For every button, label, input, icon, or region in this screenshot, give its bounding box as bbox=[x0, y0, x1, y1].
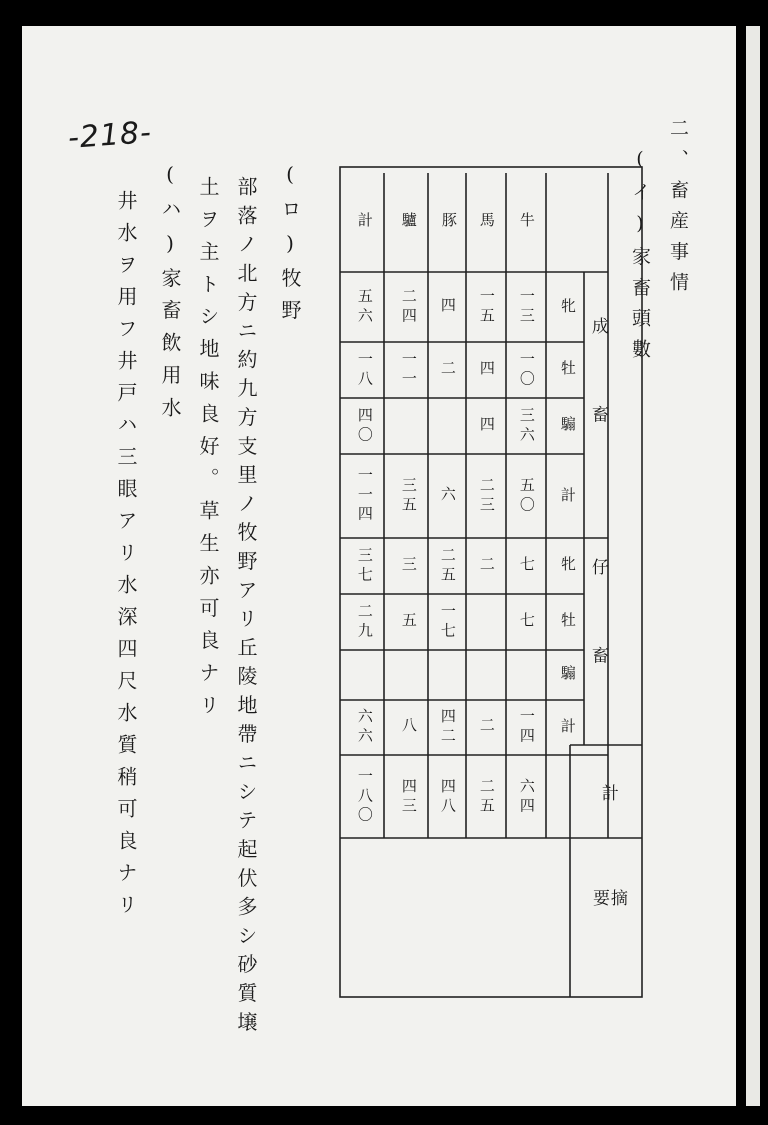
cell-horse-adult-male: 四 bbox=[477, 360, 496, 380]
page-number: -218- bbox=[66, 115, 154, 156]
subsection-drinking-water: (ハ)家畜飲用水 bbox=[158, 162, 182, 430]
cell-pig-young-sum: 四二 bbox=[438, 707, 457, 747]
cell-pig-grand: 四八 bbox=[438, 777, 457, 817]
cell-donkey-young-male: 五 bbox=[399, 612, 418, 632]
sub-header-female-young: 牝 bbox=[558, 556, 577, 576]
row-label-pig: 豚 bbox=[439, 212, 458, 232]
sub-header-female-adult: 牝 bbox=[558, 298, 577, 318]
cell-horse-grand: 二五 bbox=[477, 777, 496, 817]
cell-cattle-grand: 六四 bbox=[517, 777, 536, 817]
cell-donkey-young-female: 三 bbox=[399, 556, 418, 576]
cell-total-adult-female: 五六 bbox=[355, 287, 374, 327]
cell-cattle-adult-female: 一三 bbox=[517, 287, 536, 327]
cell-cattle-young-sum: 一四 bbox=[517, 707, 536, 747]
header-remarks: 摘要 bbox=[589, 889, 627, 961]
cell-donkey-adult-sum: 三五 bbox=[399, 476, 418, 516]
cell-total-young-sum: 六六 bbox=[355, 707, 374, 747]
subsection-livestock-count: (イ)家畜頭數 bbox=[629, 148, 651, 370]
cell-pig-adult-male: 二 bbox=[438, 360, 457, 380]
header-grand-total: 計 bbox=[597, 784, 618, 806]
cell-total-young-female: 三七 bbox=[355, 546, 374, 586]
sub-header-sum-adult: 計 bbox=[558, 487, 577, 507]
cell-total-adult-gelding: 四〇 bbox=[355, 406, 374, 446]
cell-cattle-adult-sum: 五〇 bbox=[517, 476, 536, 516]
cell-donkey-adult-male: 一一 bbox=[399, 350, 418, 390]
cell-total-adult-male: 一八 bbox=[355, 350, 374, 390]
subsection-pasture: (ロ)牧野 bbox=[278, 162, 302, 332]
cell-pig-adult-female: 四 bbox=[438, 297, 457, 317]
cell-horse-adult-sum: 二三 bbox=[477, 476, 496, 516]
row-label-horse: 馬 bbox=[477, 212, 496, 232]
row-label-total: 計 bbox=[355, 212, 374, 232]
cell-horse-young-female: 二 bbox=[477, 556, 496, 576]
cell-cattle-young-male: 七 bbox=[517, 612, 536, 632]
pasture-text-line-1: 部落ノ北方ニ約九方支里ノ牧野アリ丘陵地帶ニシテ起伏多シ砂質壌 bbox=[234, 176, 258, 1040]
cell-pig-young-female: 二五 bbox=[438, 546, 457, 586]
header-adult-livestock: 成畜 bbox=[587, 316, 608, 494]
header-young-livestock: 仔畜 bbox=[587, 557, 608, 735]
cell-cattle-adult-male: 一〇 bbox=[517, 350, 536, 390]
sub-header-sum-young: 計 bbox=[558, 718, 577, 738]
cell-total-young-male: 二九 bbox=[355, 602, 374, 642]
water-text-line-1: 井水ヲ用フ井戸ハ三眼アリ水深四尺水質稍可良ナリ bbox=[114, 190, 138, 926]
sub-header-male-young: 牡 bbox=[558, 612, 577, 632]
sub-header-gelding-adult: 騸 bbox=[558, 416, 577, 436]
cell-cattle-adult-gelding: 三六 bbox=[517, 406, 536, 446]
cell-horse-young-sum: 二 bbox=[477, 717, 496, 737]
cell-donkey-grand: 四三 bbox=[399, 777, 418, 817]
cell-total-adult-sum: 一一四 bbox=[355, 467, 374, 525]
cell-cattle-young-female: 七 bbox=[517, 556, 536, 576]
cell-pig-adult-sum: 六 bbox=[438, 486, 457, 506]
section-title: 二、畜産事情 bbox=[667, 118, 689, 303]
pasture-text-line-2: 土ヲ主トシ地味良好。草生亦可良ナリ bbox=[196, 176, 220, 727]
cell-horse-adult-female: 一五 bbox=[477, 287, 496, 327]
cell-donkey-young-sum: 八 bbox=[399, 717, 418, 737]
cell-total-grand: 一八〇 bbox=[355, 768, 374, 826]
sub-header-male-adult: 牡 bbox=[558, 360, 577, 380]
sub-header-gelding-young: 騸 bbox=[558, 665, 577, 685]
row-label-donkey: 驢 bbox=[399, 212, 418, 232]
cell-donkey-adult-female: 二四 bbox=[399, 287, 418, 327]
row-label-cattle: 牛 bbox=[517, 212, 536, 232]
cell-pig-young-male: 一七 bbox=[438, 602, 457, 642]
cell-horse-adult-gelding: 四 bbox=[477, 416, 496, 436]
